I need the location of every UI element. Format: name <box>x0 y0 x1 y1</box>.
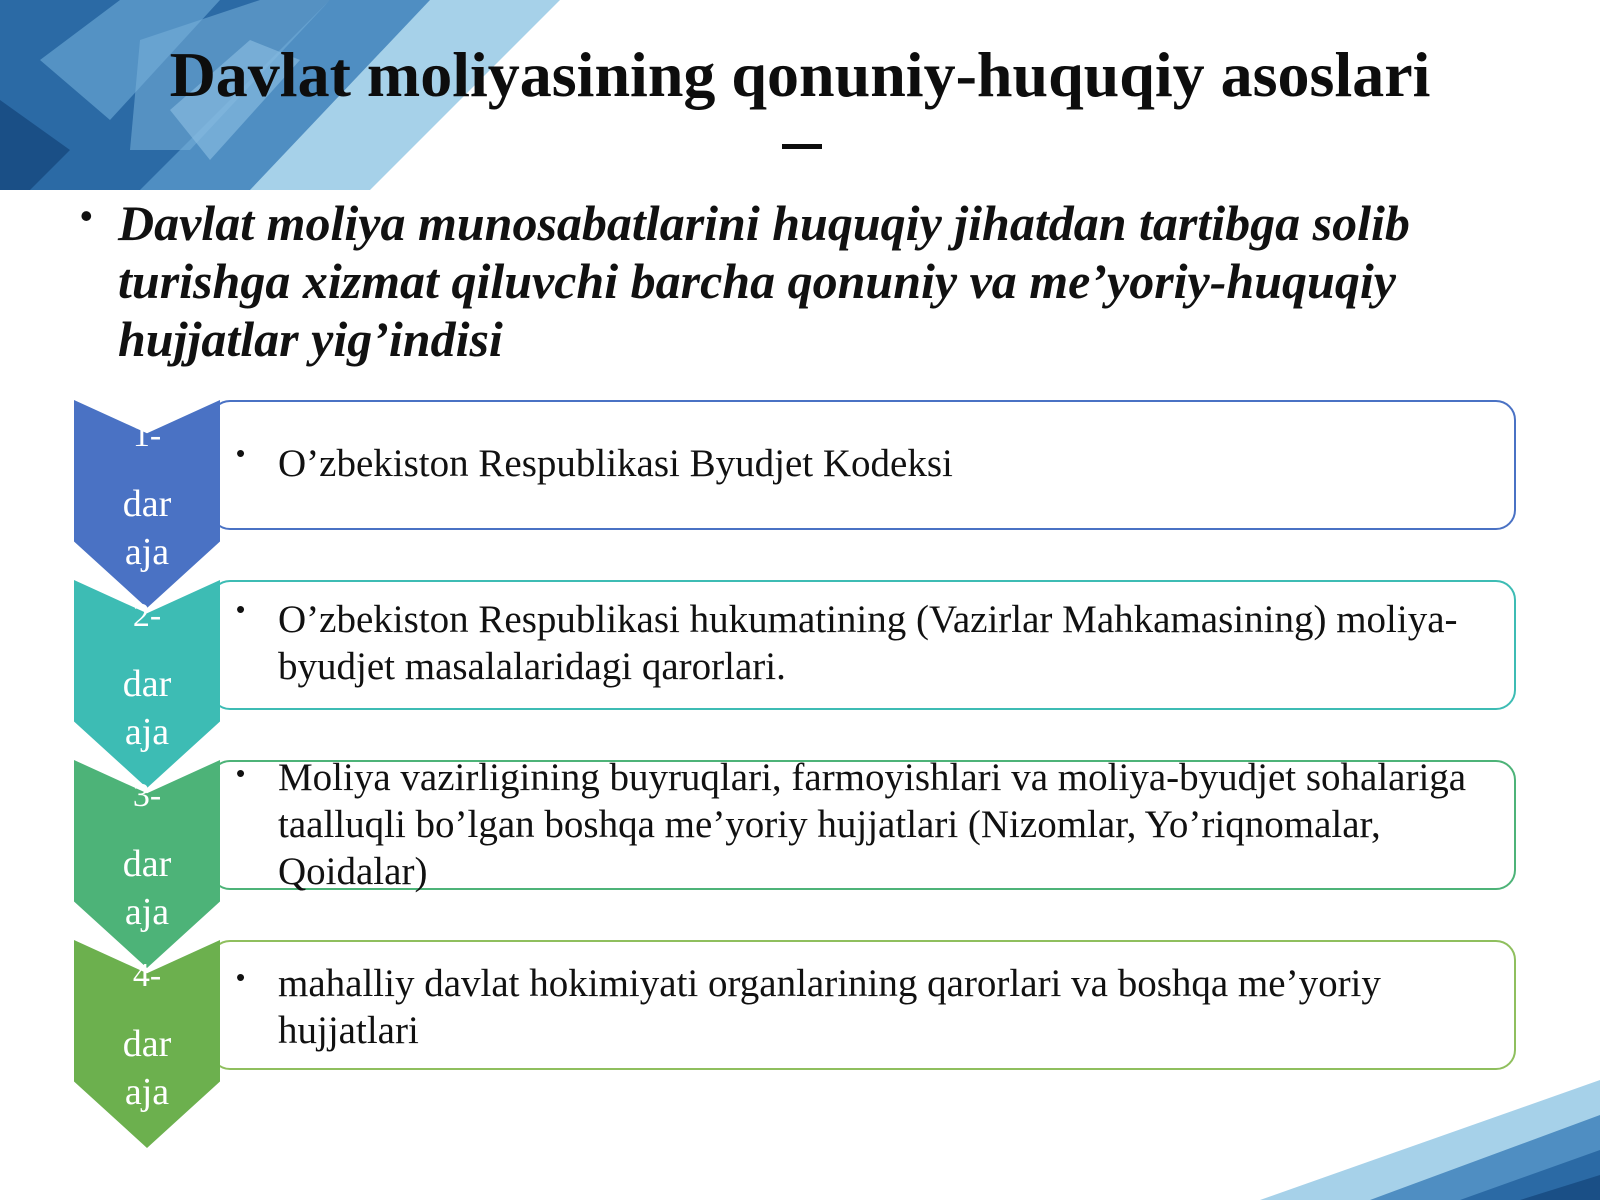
level-4-number: 4- <box>132 957 162 994</box>
lead-definition: Davlat moliya munosabatlarini huquqiy jihatdan tartibga solib turishga xizmat qiluvchi barcha qonuniy va me’yoriy-huquqiy hujjatlar yig’indisi <box>118 195 1410 367</box>
level-4-chevron <box>74 940 220 1148</box>
level-2-box <box>210 580 1516 710</box>
bottom-right-decoration <box>1140 1080 1600 1200</box>
level-3-word-part1: dar <box>122 843 172 885</box>
level-3-bullet: • <box>236 758 246 788</box>
level-4-word-part1: dar <box>122 1023 172 1065</box>
title-dash <box>782 144 822 149</box>
level-2-number: 2- <box>132 597 162 634</box>
level-4-word-part2: aja <box>124 1071 170 1113</box>
level-2-word-part2: aja <box>124 711 170 753</box>
level-3-word-part2: aja <box>124 891 170 933</box>
level-4-box <box>210 940 1516 1070</box>
level-1-text: O’zbekiston Respublikasi Byudjet Kodeksi <box>278 442 953 485</box>
level-1-box <box>210 400 1516 530</box>
level-1-number: 1- <box>132 417 162 454</box>
slide-title: Davlat moliyasining qonuniy-huquqiy asoslari <box>169 39 1431 110</box>
level-2-bullet: • <box>236 594 246 624</box>
level-3-text: Moliya vazirligining buyruqlari, farmoyishlari va moliya-byudjet sohalariga taalluqli bo’lgan boshqa me’yoriy hujjatlari (Nizomlar, Yo’riqnomalar, Qoidalar) <box>278 756 1467 893</box>
level-1-chevron <box>74 400 220 608</box>
level-4-text: mahalliy davlat hokimiyati organlarining qarorlari va boshqa me’yoriy hujjatlari <box>278 962 1381 1052</box>
level-2-chevron <box>74 580 220 788</box>
level-3-chevron <box>74 760 220 968</box>
level-3-number: 3- <box>132 777 162 814</box>
level-3-box <box>210 756 1516 893</box>
level-2-text: O’zbekiston Respublikasi hukumatining (Vazirlar Mahkamasining) moliya-byudjet masalalaridagi qarorlari. <box>278 598 1458 688</box>
level-1-bullet: • <box>236 438 246 468</box>
lead-bullet: • <box>80 195 93 236</box>
level-1-word-part1: dar <box>122 483 172 525</box>
level-2-word-part1: dar <box>122 663 172 705</box>
level-4-bullet: • <box>236 962 246 992</box>
level-1-word-part2: aja <box>124 531 170 573</box>
